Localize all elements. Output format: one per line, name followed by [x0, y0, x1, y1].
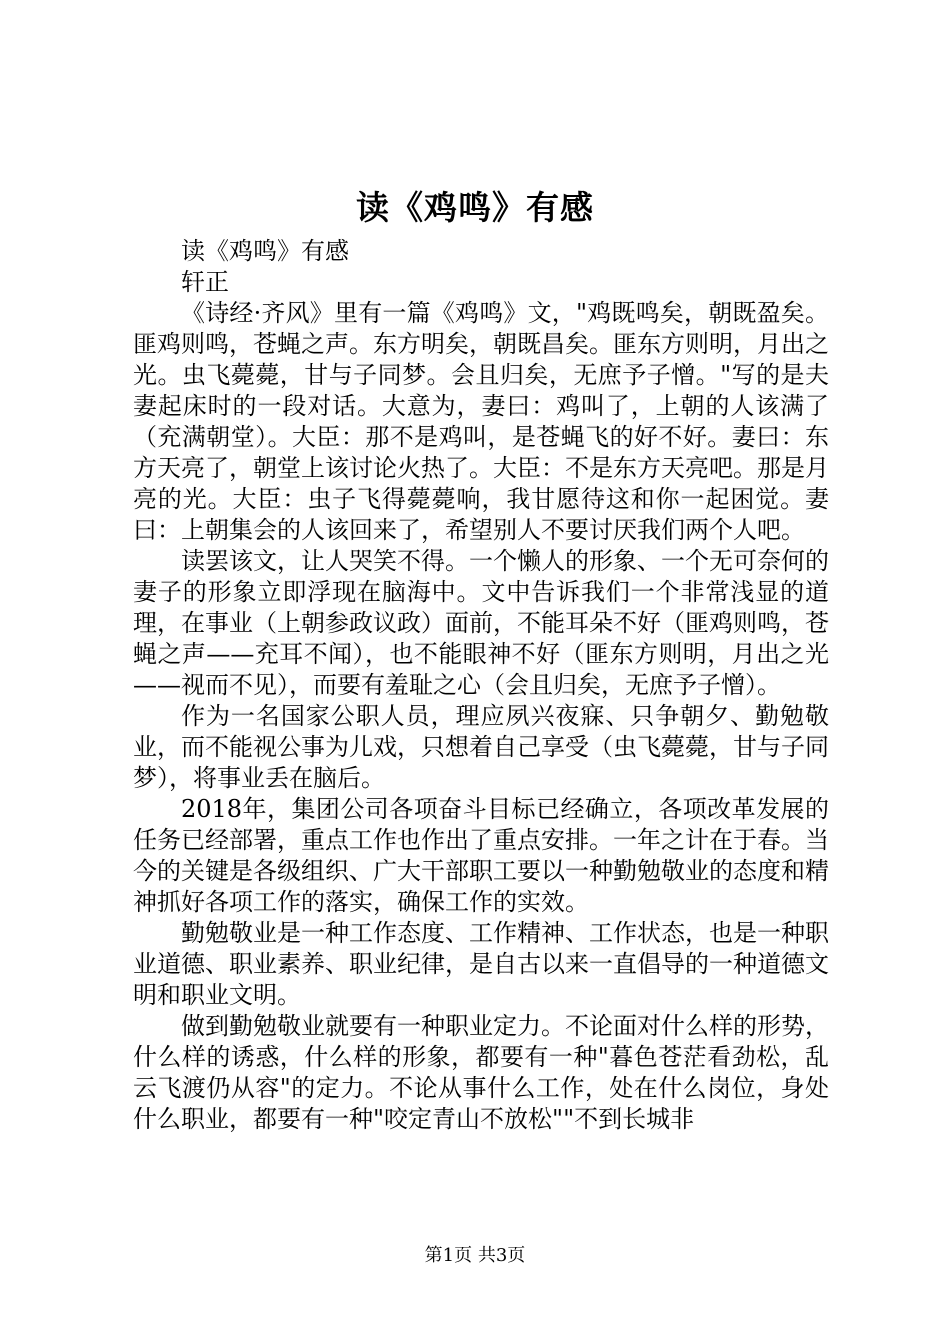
paragraph-5: 勤勉敬业是一种工作态度、工作精神、工作状态，也是一种职业道德、职业素养、职业纪律，是自古以来一直倡导的一种道德文明和职业文明。: [133, 919, 829, 1009]
author-line: 轩正: [181, 268, 229, 296]
subtitle-line: 读《鸡鸣》有感: [181, 237, 349, 265]
paragraph-3: 作为一名国家公职人员，理应夙兴夜寐、只争朝夕、勤勉敬业，而不能视公事为儿戏，只想着自己享受（虫飞薨薨，甘与子同梦），将事业丢在脑后。: [133, 702, 829, 792]
document-title: 读《鸡鸣》有感: [356, 188, 594, 227]
paragraph-2: 读罢该文，让人哭笑不得。一个懒人的形象、一个无可奈何的妻子的形象立即浮现在脑海中。文中告诉我们一个非常浅显的道理，在事业（上朝参政议政）面前，不能耳朵不好（匪鸡则鸣，苍蝇之声——充耳不闻），也不能眼神不好（匪东方则明，月出之光——视而不见），而要有羞耻之心（会且归矣，无庶予子憎）。: [133, 547, 829, 699]
page-number-footer: 第1页 共3页: [424, 1245, 526, 1266]
document-body: [133, 236, 829, 1135]
paragraph-1: 《诗经·齐风》里有一篇《鸡鸣》文，"鸡既鸣矣，朝既盈矣。匪鸡则鸣，苍蝇之声。东方明矣，朝既昌矣。匪东方则明，月出之光。虫飞薨薨，甘与子同梦。会且归矣，无庶予子憎。"写的是夫妻起床时的一段对话。大意为，妻曰：鸡叫了，上朝的人该满了（充满朝堂）。大臣：那不是鸡叫，是苍蝇飞的好不好。妻曰：东方天亮了，朝堂上该讨论火热了。大臣：不是东方天亮吧。那是月亮的光。大臣：虫子飞得薨薨响，我甘愿待这和你一起困觉。妻曰：上朝集会的人该回来了，希望别人不要讨厌我们两个人吧。: [133, 299, 829, 544]
paragraph-4: 2018年，集团公司各项奋斗目标已经确立，各项改革发展的任务已经部署，重点工作也作出了重点安排。一年之计在于春。当今的关键是各级组织、广大干部职工要以一种勤勉敬业的态度和精神抓好各项工作的落实，确保工作的实效。: [133, 795, 829, 916]
paragraph-6: 做到勤勉敬业就要有一种职业定力。不论面对什么样的形势，什么样的诱惑，什么样的形象，都要有一种"暮色苍茫看劲松，乱云飞渡仍从容"的定力。不论从事什么工作，处在什么岗位，身处什么职业，都要有一种"咬定青山不放松""不到长城非: [133, 1012, 829, 1133]
